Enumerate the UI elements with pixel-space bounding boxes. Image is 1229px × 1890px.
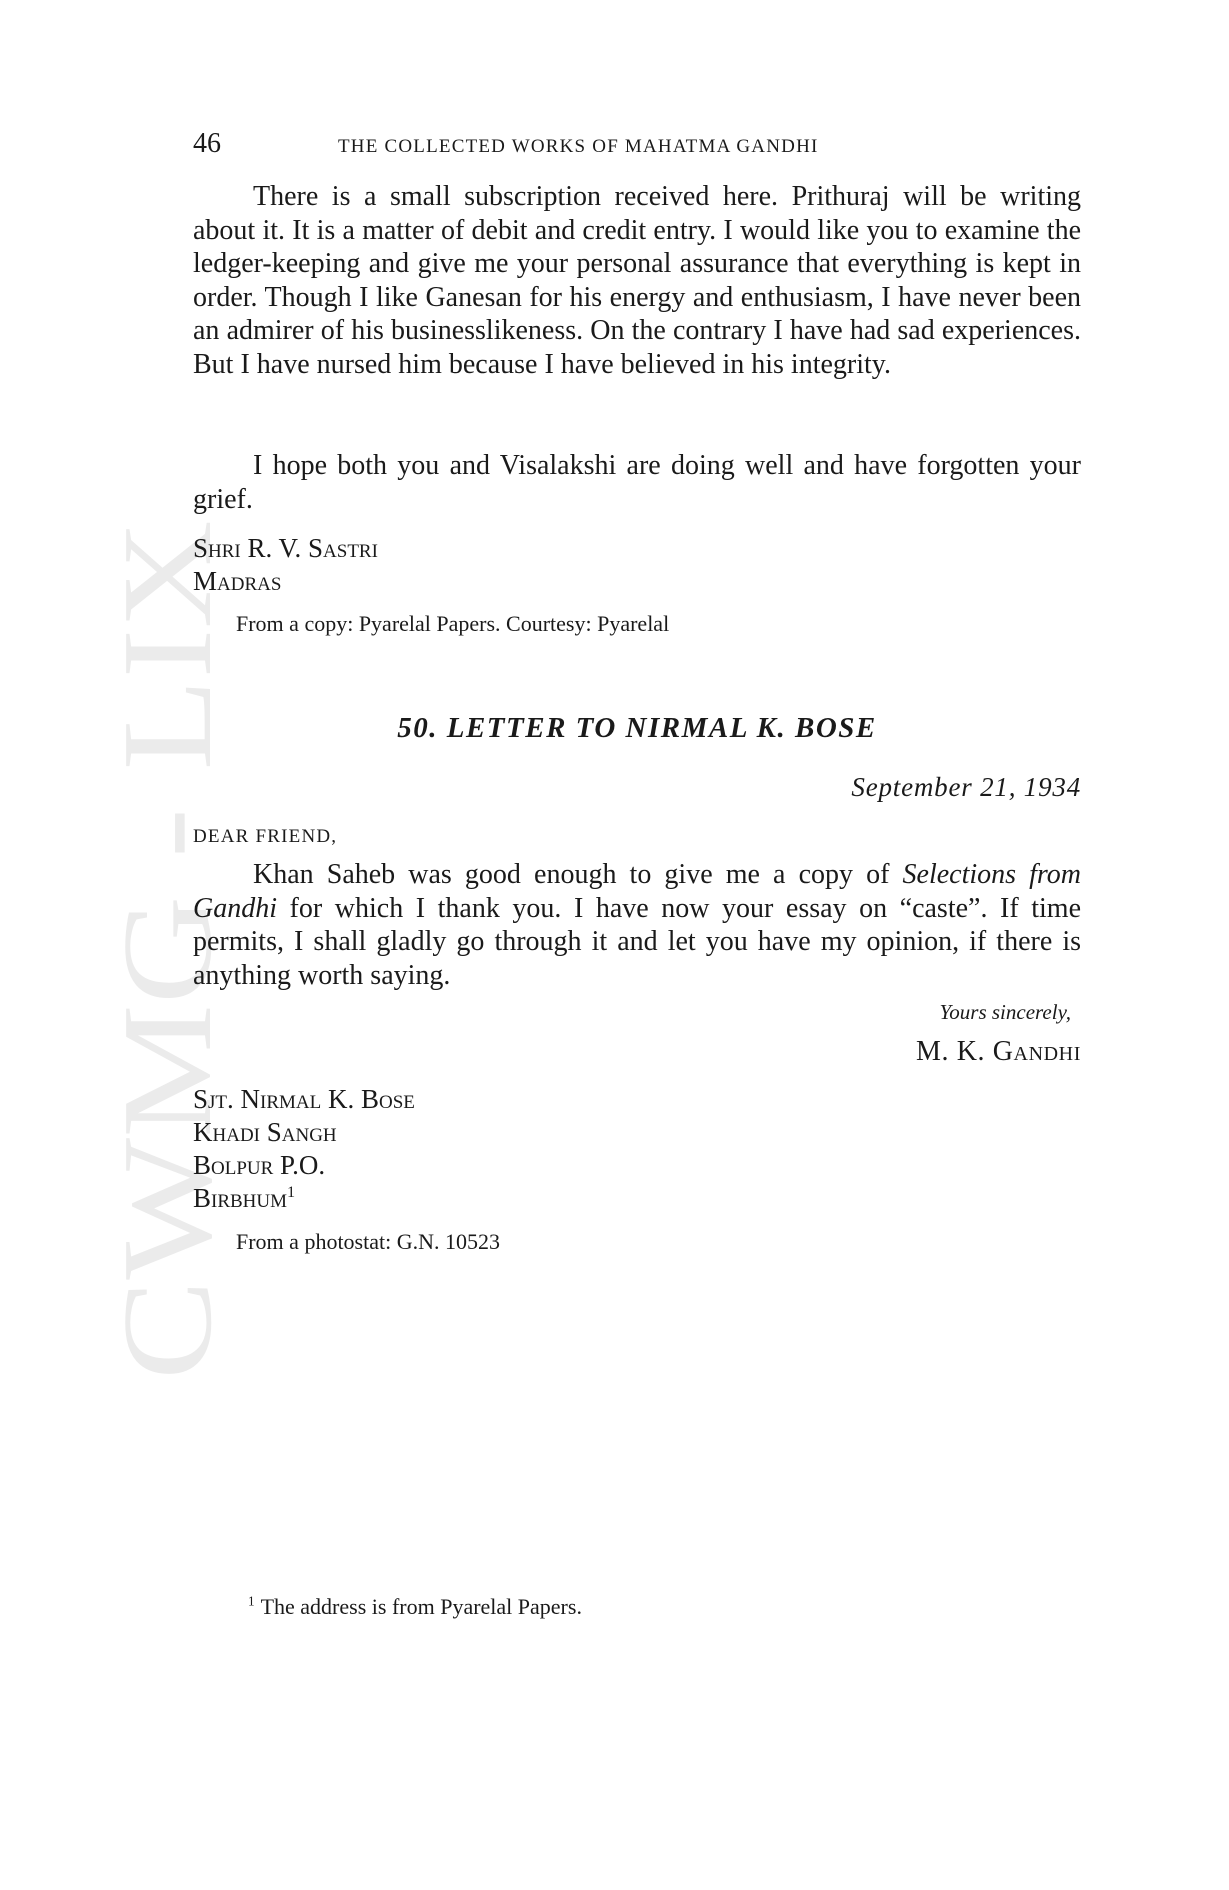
page-number: 46 bbox=[193, 128, 221, 159]
book-title: Selections from Gandhi bbox=[193, 859, 1082, 924]
source-note: From a photostat: G.N. 10523 bbox=[236, 1229, 500, 1254]
page-header bbox=[193, 128, 1081, 168]
letter-closing: Yours sincerely, bbox=[939, 1000, 1071, 1024]
footnote bbox=[248, 1594, 582, 1620]
footnote-marker: 1 bbox=[248, 1593, 255, 1609]
watermark-text: CWMG LIX bbox=[118, 647, 228, 1380]
prev-address-line-1: Shri R. V. Sastri bbox=[193, 533, 378, 563]
prev-letter-paragraph-1: There is a small subscription received here. Prithuraj will be writing about it. It is a matter of debit and credit entry. I would like you to examine the ledger-keeping and give me your personal assurance that everything is kept in order. Though I like Ganesan for his energy and enthusiasm, I have never been an admirer of his businesslikeness. On the contrary I have had sad experiences. But I have nursed him because I have believed in his integrity. bbox=[193, 181, 1081, 380]
prev-address-line-2: Madras bbox=[193, 566, 282, 596]
letter-date: September 21, 1934 bbox=[851, 772, 1081, 802]
address-line-2: Khadi Sangh bbox=[193, 1117, 337, 1147]
letter-salutation: DEAR FRIEND, bbox=[193, 826, 338, 847]
letter-body-post: for which I thank you. I have now your essay on “caste”. If time permits, I shall gladly go through it and let you have my opinion, if there is anything worth saying. bbox=[193, 892, 1081, 991]
prev-source-note: From a copy: Pyarelal Papers. Courtesy: Pyarelal bbox=[236, 611, 670, 636]
address-line-1: Sjt. Nirmal K. Bose bbox=[193, 1084, 415, 1114]
footnote-text: The address is from Pyarelal Papers. bbox=[260, 1594, 582, 1619]
prev-letter-paragraph-2: I hope both you and Visalakshi are doing well and have forgotten your grief. bbox=[193, 450, 1081, 515]
letter-title: 50. LETTER TO NIRMAL K. BOSE bbox=[397, 712, 877, 744]
address-line-4 bbox=[193, 1182, 295, 1215]
footnote-ref: 1 bbox=[287, 1183, 296, 1201]
running-title: THE COLLECTED WORKS OF MAHATMA GANDHI bbox=[338, 136, 819, 157]
letter-body-pre: Khan Saheb was good enough to give me a copy of bbox=[253, 859, 903, 890]
address-line-3: Bolpur P.O. bbox=[193, 1150, 326, 1180]
letter-body bbox=[193, 858, 1081, 992]
address-line-4-text: Birbhum bbox=[193, 1183, 288, 1213]
letter-signature: M. K. Gandhi bbox=[916, 1036, 1081, 1067]
